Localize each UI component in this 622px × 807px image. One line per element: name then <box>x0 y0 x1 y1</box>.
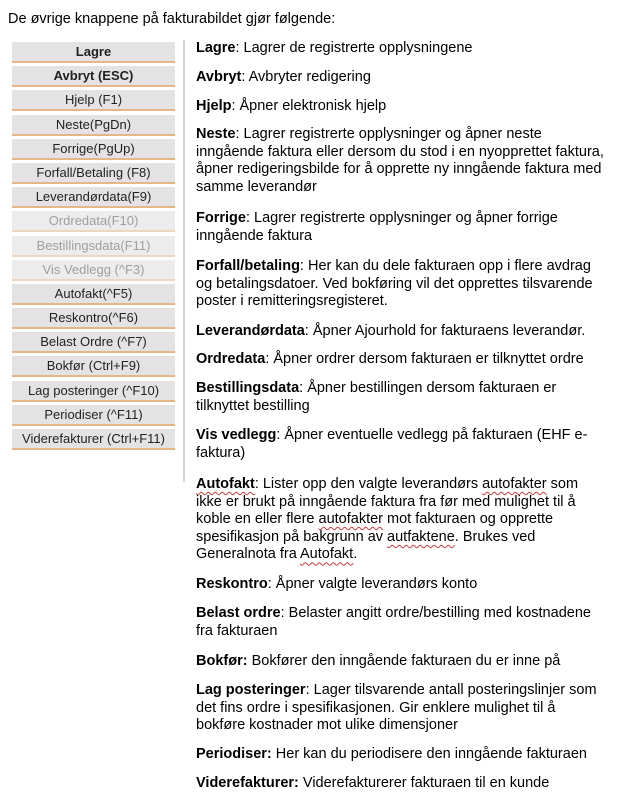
reskontro-f6-button[interactable]: Reskontro(^F6) <box>12 308 175 329</box>
bestillingsdata-f11-button: Bestillingsdata(F11) <box>12 236 175 257</box>
desc-autofakt: Autofakt: Lister opp den valgte leverandørs autofakter som ikke er brukt på inngående faktura fra før med mulighet til å koble en eller flere autofakter mot fakturaen og opprette spesifikasjon på bakgrunn av autfaktene. Brukes ved Generalnota fra Autofakt. <box>196 476 579 563</box>
desc-periodiser: Periodiser: Her kan du periodisere den inngående fakturaen <box>196 746 587 762</box>
button-list <box>12 42 175 453</box>
desc-vis-vedlegg: Vis vedlegg: Åpner eventuelle vedlegg på fakturaen (EHF e- faktura) <box>196 427 588 461</box>
desc-bokfor: Bokfør: Bokfører den inngående fakturaen du er inne på <box>196 653 561 669</box>
desc-ordredata: Ordredata: Åpner ordrer dersom fakturaen er tilknyttet ordre <box>196 351 584 367</box>
belast-ordre-f7-button[interactable]: Belast Ordre (^F7) <box>12 332 175 353</box>
avbryt-esc-button[interactable]: Avbryt (ESC) <box>12 66 175 87</box>
viderefakturer-ctrl-f11-button[interactable]: Viderefakturer (Ctrl+F11) <box>12 429 175 450</box>
autofakt-f5-button[interactable]: Autofakt(^F5) <box>12 284 175 305</box>
forrige-pgup-button[interactable]: Forrige(PgUp) <box>12 139 175 160</box>
forfall-betaling-f8-button[interactable]: Forfall/Betaling (F8) <box>12 163 175 184</box>
desc-bestillingsdata: Bestillingsdata: Åpner bestillingen dersom fakturaen er tilknyttet bestilling <box>196 380 557 414</box>
hjelp-f1-button[interactable]: Hjelp (F1) <box>12 90 175 111</box>
desc-neste: Neste: Lagrer registrerte opplysninger og åpner neste inngående faktura eller dersom du stod i en nyopprettet faktura, åpner redigeringsbilde for å opprette ny inngående faktura med samme leverandør <box>196 126 604 195</box>
lagre-button[interactable]: Lagre <box>12 42 175 63</box>
ordredata-f10-button: Ordredata(F10) <box>12 211 175 232</box>
desc-lag-posteringer: Lag posteringer: Lager tilsvarende antall posteringslinjer som det fins ordre i spesifikasjonen. Gir enklere mulighet til å bokføre kostnader mot ulike dimensjoner <box>196 682 597 734</box>
desc-forfall-betaling: Forfall/betaling: Her kan du dele fakturaen opp i flere avdrag og betalingsdatoer. Ved bokføring vil det opprettes tilsvarende poster i remitteringsregisteret. <box>196 258 593 310</box>
leverandørdata-f9-button[interactable]: Leverandørdata(F9) <box>12 187 175 208</box>
vertical-divider <box>183 40 185 482</box>
desc-reskontro: Reskontro: Åpner valgte leverandørs konto <box>196 576 478 592</box>
desc-viderefakturer: Viderefakturer: Viderefakturerer fakturaen til en kunde <box>196 775 550 791</box>
desc-leverandordata: Leverandørdata: Åpner Ajourhold for fakturaens leverandør. <box>196 323 586 339</box>
neste-pgdn-button[interactable]: Neste(PgDn) <box>12 115 175 136</box>
desc-avbryt: Avbryt: Avbryter redigering <box>196 69 371 85</box>
desc-hjelp: Hjelp: Åpner elektronisk hjelp <box>196 98 387 114</box>
lag-posteringer-f10-button[interactable]: Lag posteringer (^F10) <box>12 381 175 402</box>
bokfør-ctrl-f9-button[interactable]: Bokfør (Ctrl+F9) <box>12 356 175 377</box>
periodiser-f11-button[interactable]: Periodiser (^F11) <box>12 405 175 426</box>
intro-text: De øvrige knappene på fakturabildet gjør følgende: <box>8 11 336 27</box>
vis-vedlegg-f3-button: Vis Vedlegg (^F3) <box>12 260 175 281</box>
desc-belast-ordre: Belast ordre: Belaster angitt ordre/bestilling med kostnadene fra fakturaen <box>196 605 591 639</box>
desc-lagre: Lagre: Lagrer de registrerte opplysningene <box>196 40 473 56</box>
desc-forrige: Forrige: Lagrer registrerte opplysninger og åpner forrige inngående faktura <box>196 210 558 244</box>
